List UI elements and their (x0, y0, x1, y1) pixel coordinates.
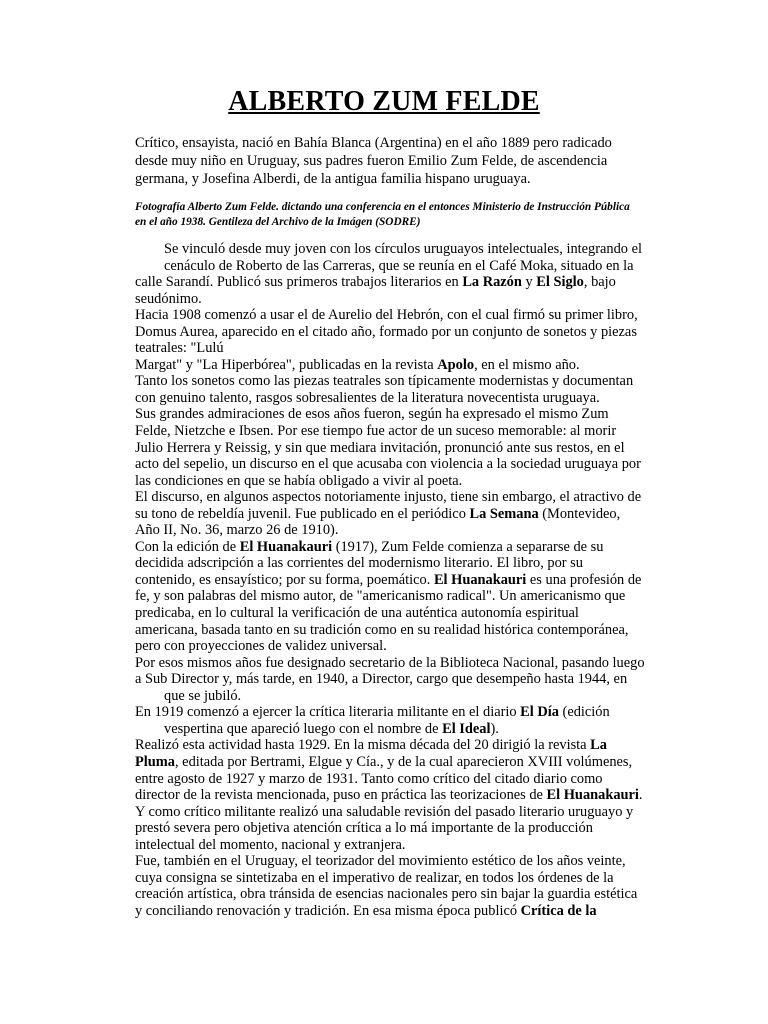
publication-title: La Semana (469, 505, 539, 522)
text-line: Felde, Nietzche e Ibsen. Por ese tiempo fue actor de un suceso memorable: al morir (135, 423, 617, 440)
publication-title: El Huanakauri (239, 538, 333, 555)
text-line: entre agosto de 1927 y marzo de 1931. Tanto como crítico del citado diario como (135, 770, 603, 787)
paragraph-2 (135, 307, 640, 373)
text-line: Hacia 1908 comenzó a usar el de Aurelio del Hebrón, con el cual firmó su primer libro, (135, 307, 638, 324)
paragraph-4 (135, 406, 640, 489)
text-line: Margat" y "La Hiperbórea", publicadas en la revista Apolo, en el mismo año. (135, 356, 580, 373)
text-line: Se vinculó desde muy joven con los círculos uruguayos intelectuales, integrando el (164, 241, 642, 257)
paragraph-10 (135, 853, 640, 919)
publication-title: El Día (520, 704, 559, 721)
text-line: Fue, también en el Uruguay, el teorizador del movimiento estético de los años veinte, (135, 853, 626, 870)
biography-body (135, 241, 645, 919)
text-line: con genuino talento, rasgos sobresalientes de la literatura novecentista uruguaya. (135, 389, 600, 406)
text-line: acto del sepelio, un discurso en el que acusaba con violencia a la sociedad uruguaya por (135, 456, 641, 473)
paragraph-3 (135, 373, 640, 406)
publication-title: Pluma (135, 753, 175, 770)
text-line: americana, basada tanto en su tradición como en su realidad histórica contemporánea, (135, 621, 629, 638)
paragraph-9 (135, 737, 643, 853)
text-line: El discurso, en algunos aspectos notoriamente injusto, tiene sin embargo, el atractivo de (135, 489, 642, 506)
text-line: cuya consigna se sintetizaba en el imperativo de realizar, en todos los órdenes de la (135, 869, 614, 886)
text-line: director de la revista mencionada, puso en práctica las teorizaciones de El Huanakauri. (135, 787, 643, 804)
paragraph-5 (135, 489, 640, 539)
text-line: prestó severa pero objetiva atención crítica a lo má importante de la producción (135, 820, 593, 837)
text-line: cenáculo de Roberto de las Carreras, que se reunía en el Café Moka, situado en la (164, 257, 634, 274)
paragraph-1 (135, 241, 640, 307)
publication-title: El Siglo (536, 274, 584, 291)
text-line: En 1919 comenzó a ejercer la crítica literaria militante en el diario El Día (edición (135, 704, 610, 721)
publication-title: El Huanakauri (546, 787, 639, 804)
paragraph-6 (135, 539, 640, 655)
publication-title: Apolo (437, 356, 475, 373)
publication-title: Crítica de la (520, 902, 597, 919)
text-line: las condiciones en que se había obligado a vivir al poeta. (135, 472, 463, 489)
text-line: Con la edición de El Huanakauri (1917), Zum Felde comienza a separarse de su (135, 538, 604, 555)
publication-title: El Ideal (442, 720, 491, 737)
publication-title: La (590, 737, 607, 754)
text-line: pero con proyecciones de validez universal. (135, 638, 387, 655)
publication-title: El Huanakauri (433, 571, 527, 588)
text-line: predicaba, en lo cultural la verificación de una auténtica autonomía espiritual (135, 605, 579, 622)
text-line: Tanto los sonetos como las piezas teatrales son típicamente modernistas y documentan (135, 373, 634, 390)
text-line: Julio Herrera y Reissig, y sin que mediara invitación, pronunció ante sus restos, en el (135, 439, 625, 456)
photo-caption: Fotografía Alberto Zum Felde. dictando una conferencia en el entonces Ministerio de Instrucción Pública en el año 1938. Gentileza del Archivo de la Imágen (SODRE) (135, 201, 630, 228)
paragraph-7 (135, 654, 645, 705)
text-line: y conciliando renovación y tradición. En esa misma época publicó Crítica de la (135, 902, 597, 919)
text-line: Y como crítico militante realizó una saludable revisión del pasado literario uruguayo y (135, 803, 634, 820)
text-line: seudónimo. (135, 290, 202, 307)
intro-paragraph: Crítico, ensayista, nació en Bahía Blanca (Argentina) en el año 1889 pero radicado desde muy niño en Uruguay, sus padres fueron Emilio Zum Felde, de ascendencia germana, y Josefina Alberdi, de la antigua familia hispano uruguaya. (135, 135, 612, 187)
publication-title: La Razón (462, 274, 522, 291)
text-line: que se jubiló. (164, 687, 242, 704)
text-line: contenido, es ensayístico; por su forma, poemático. El Huanakauri es una profesión de (135, 571, 642, 588)
text-line: fe, y son palabras del mismo autor, de "americanismo radical". Un americanismo que (135, 588, 626, 605)
text-line: Pluma, editada por Bertrami, Elgue y Cía., y de la cual aparecieron XVIII volúmenes, (135, 753, 633, 770)
text-line: decidida adscripción a las corrientes del modernismo literario. El libro, por su (135, 555, 583, 572)
text-line: Realizó esta actividad hasta 1929. En la misma década del 20 dirigió la revista La (135, 737, 607, 754)
paragraph-8 (135, 704, 640, 737)
text-line: Sus grandes admiraciones de esos años fueron, según ha expresado el mismo Zum (135, 406, 609, 423)
text-line: intelectual del momento, nacional y extranjera. (135, 836, 406, 853)
text-line: calle Sarandí. Publicó sus primeros trabajos literarios en La Razón y El Siglo, bajo (135, 274, 616, 291)
text-line: creación artística, obra tránsida de esencias nacionales pero sin bajar la guardia estética (135, 886, 638, 903)
text-line: su tono de rebeldía juvenil. Fue publicado en el periódico La Semana (Montevideo, (135, 505, 621, 522)
text-line: Domus Aurea, aparecido en el citado año, formado por un conjunto de sonetos y piezas (135, 323, 637, 340)
text-line: Año II, No. 36, marzo 26 de 1910). (135, 522, 339, 539)
text-line: teatrales: "Lulú (135, 340, 224, 357)
text-line: Por esos mismos años fue designado secretario de la Biblioteca Nacional, pasando luego (135, 654, 645, 671)
text-line: a Sub Director y, más tarde, en 1940, a Director, cargo que desempeño hasta 1944, en (135, 671, 628, 688)
page-title: ALBERTO ZUM FELDE (228, 86, 540, 117)
text-line: vespertina que apareció luego con el nombre de El Ideal). (164, 720, 499, 737)
